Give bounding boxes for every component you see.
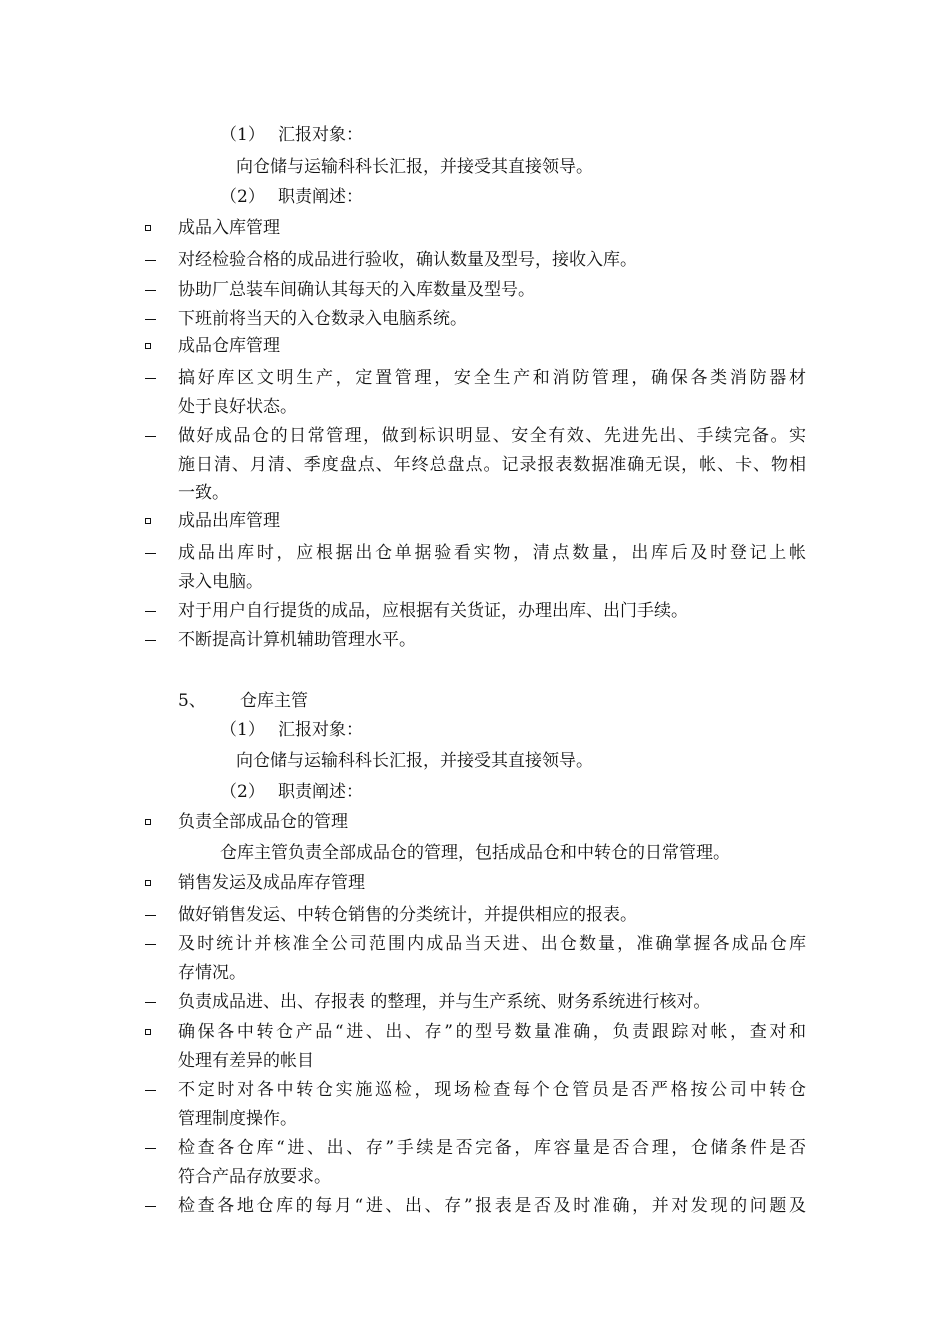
group-heading: 确保各中转仓产品“进、出、存”的型号数量准确，负责跟踪对帐，查对和 bbox=[178, 1022, 806, 1042]
dash-bullet-icon bbox=[145, 436, 156, 437]
report-label: 汇报对象： bbox=[278, 720, 363, 740]
duty-number: （2） bbox=[220, 782, 265, 802]
list-item: 对经检验合格的成品进行验收，确认数量及型号，接收入库。 bbox=[178, 250, 637, 270]
list-item: 不断提高计算机辅助管理水平。 bbox=[178, 630, 416, 650]
list-item-continuation: 处于良好状态。 bbox=[178, 397, 297, 417]
list-item: 搞好库区文明生产，定置管理，安全生产和消防管理，确保各类消防器材 bbox=[178, 368, 806, 388]
dash-bullet-icon bbox=[145, 553, 156, 554]
list-item: 检查各仓库“进、出、存”手续是否完备，库容量是否合理，仓储条件是否 bbox=[178, 1138, 806, 1158]
square-bullet-icon bbox=[145, 343, 151, 349]
dash-bullet-icon bbox=[145, 1090, 156, 1091]
report-number: （1） bbox=[220, 720, 265, 740]
group-heading: 成品仓库管理 bbox=[178, 336, 280, 356]
report-number: （1） bbox=[220, 125, 265, 145]
square-bullet-icon bbox=[145, 880, 151, 886]
list-item-continuation: 符合产品存放要求。 bbox=[178, 1167, 331, 1187]
dash-bullet-icon bbox=[145, 1148, 156, 1149]
square-bullet-icon bbox=[145, 225, 151, 231]
section-number: 5、 bbox=[178, 691, 206, 711]
list-item: 做好成品仓的日常管理，做到标识明显、安全有效、先进先出、手续完备。实 bbox=[178, 426, 806, 446]
dash-bullet-icon bbox=[145, 319, 156, 320]
list-item: 不定时对各中转仓实施巡检，现场检查每个仓管员是否严格按公司中转仓 bbox=[178, 1080, 806, 1100]
report-text: 向仓储与运输科科长汇报，并接受其直接领导。 bbox=[236, 751, 593, 771]
group-heading: 成品入库管理 bbox=[178, 218, 280, 238]
dash-bullet-icon bbox=[145, 611, 156, 612]
list-item: 下班前将当天的入仓数录入电脑系统。 bbox=[178, 309, 467, 329]
group-heading: 负责全部成品仓的管理 bbox=[178, 812, 348, 832]
duty-label: 职责阐述： bbox=[278, 187, 363, 207]
square-bullet-icon bbox=[145, 1029, 151, 1035]
list-item-continuation: 施日清、月清、季度盘点、年终总盘点。记录报表数据准确无误，帐、卡、物相 bbox=[178, 455, 806, 475]
list-item: 协助厂总装车间确认其每天的入库数量及型号。 bbox=[178, 280, 535, 300]
list-item: 成品出库时，应根据出仓单据验看实物，清点数量，出库后及时登记上帐 bbox=[178, 543, 806, 563]
group-heading: 成品出库管理 bbox=[178, 511, 280, 531]
dash-bullet-icon bbox=[145, 378, 156, 379]
dash-bullet-icon bbox=[145, 1206, 156, 1207]
duty-number: （2） bbox=[220, 187, 265, 207]
square-bullet-icon bbox=[145, 819, 151, 825]
dash-bullet-icon bbox=[145, 915, 156, 916]
report-label: 汇报对象： bbox=[278, 125, 363, 145]
list-item-continuation: 管理制度操作。 bbox=[178, 1109, 297, 1129]
list-item-continuation: 录入电脑。 bbox=[178, 572, 263, 592]
dash-bullet-icon bbox=[145, 260, 156, 261]
list-item-continuation: 一致。 bbox=[178, 483, 229, 503]
section-title: 仓库主管 bbox=[240, 691, 308, 711]
duty-label: 职责阐述： bbox=[278, 782, 363, 802]
square-bullet-icon bbox=[145, 518, 151, 524]
report-text: 向仓储与运输科科长汇报，并接受其直接领导。 bbox=[236, 157, 593, 177]
list-item: 负责成品进、出、存报表 的整理，并与生产系统、财务系统进行核对。 bbox=[178, 992, 711, 1012]
dash-bullet-icon bbox=[145, 1002, 156, 1003]
group-heading-continuation: 处理有差异的帐目 bbox=[178, 1051, 314, 1071]
list-item: 检查各地仓库的每月“进、出、存”报表是否及时准确，并对发现的问题及 bbox=[178, 1196, 806, 1216]
dash-bullet-icon bbox=[145, 944, 156, 945]
dash-bullet-icon bbox=[145, 290, 156, 291]
dash-bullet-icon bbox=[145, 640, 156, 641]
list-item: 及时统计并核准全公司范围内成品当天进、出仓数量，准确掌握各成品仓库 bbox=[178, 934, 806, 954]
list-item: 对于用户自行提货的成品，应根据有关货证，办理出库、出门手续。 bbox=[178, 601, 688, 621]
list-item: 做好销售发运、中转仓销售的分类统计，并提供相应的报表。 bbox=[178, 905, 637, 925]
paragraph: 仓库主管负责全部成品仓的管理，包括成品仓和中转仓的日常管理。 bbox=[220, 843, 730, 863]
group-heading: 销售发运及成品库存管理 bbox=[178, 873, 365, 893]
list-item-continuation: 存情况。 bbox=[178, 963, 246, 983]
